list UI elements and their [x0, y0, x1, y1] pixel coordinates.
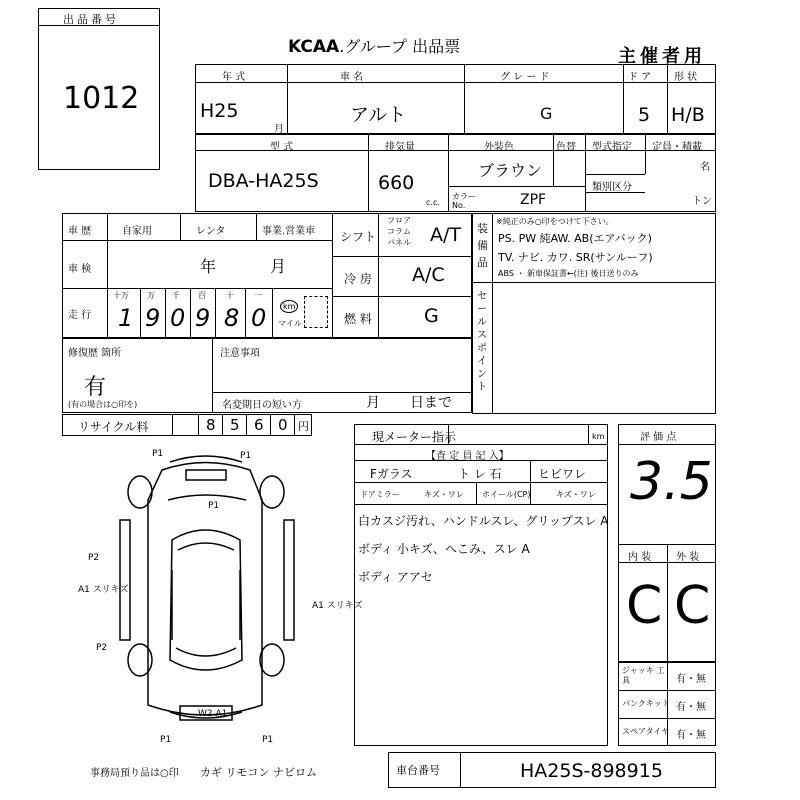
ext-color-label: 外装色 — [484, 142, 514, 153]
registration-day: 日まで — [410, 395, 452, 411]
damage-mark-rear-plate: W2 A1 — [198, 709, 228, 719]
meter-label: 現メーター指示 — [372, 430, 457, 444]
damage-mark-right-door: A1 スリキズ — [312, 601, 363, 611]
grade-score-value: 3.5 — [630, 452, 713, 512]
year-value: H25 — [200, 100, 239, 122]
damage-mark-left-front: P2 — [88, 553, 100, 563]
mileage-unit-10: 十 — [226, 291, 234, 300]
mileage-unit-100k: 十万 — [113, 291, 129, 300]
history-option-rental: レンタ — [196, 226, 226, 237]
office-note: 事務局預り品は○印 — [90, 768, 179, 779]
damage-mark-hood: P1 — [208, 501, 220, 511]
interior-grade: C — [626, 576, 663, 636]
model-value: DBA-HA25S — [208, 170, 319, 192]
grade-value: G — [540, 104, 553, 123]
shift-label: シフト — [340, 230, 377, 244]
displacement-value: 660 — [378, 172, 415, 194]
recycle-digit-2: 5 — [230, 416, 240, 434]
mileage-digit-100: 9 — [195, 304, 211, 332]
glass-label: Fガラス — [370, 467, 413, 481]
month-unit: 月 — [274, 124, 284, 135]
host-label: 主催者用 — [618, 46, 706, 67]
cc-unit: c.c. — [426, 198, 440, 207]
persons-unit: 名 — [700, 162, 710, 173]
equipment-label: 装 備 品 — [477, 222, 488, 269]
chassis-value: HA25S-898915 — [520, 760, 663, 782]
inspector-entry-label: 【査 定 員 記 入】 — [426, 451, 509, 462]
ext-color-value: ブラウン — [478, 161, 543, 180]
mileage-digit-10: 8 — [224, 304, 240, 332]
color-no-label: カラー No. — [452, 192, 476, 210]
grade-label: グ レ ー ド — [500, 72, 550, 83]
shift-value: A/T — [430, 224, 462, 246]
wheel-options: キズ・ワレ — [556, 490, 596, 499]
damage-mark-front: P1 — [152, 449, 164, 459]
mileage-digit-10k: 9 — [145, 304, 161, 332]
door-label: ド ア — [628, 72, 652, 83]
exterior-grade: C — [674, 576, 711, 636]
capacity-label: 定員・積載 — [652, 142, 702, 153]
meter-km-unit: km — [592, 432, 605, 441]
mileage-digit-100k: 1 — [118, 304, 134, 332]
history-label: 車 歴 — [68, 226, 92, 237]
car-name-label: 車 名 — [340, 72, 364, 83]
glass-options-crack: ヒビワレ — [538, 467, 587, 481]
inspection-year-unit: 年 — [200, 257, 217, 276]
wheel-label: ホイール(CP) — [482, 490, 531, 499]
mileage-unit-100: 百 — [198, 291, 206, 300]
car-name-value: アルト — [350, 104, 407, 126]
damage-mark-left-door: A1 スリキズ — [78, 585, 129, 595]
classification-label: 類別区分 — [592, 182, 632, 193]
form-header — [288, 34, 460, 57]
mileage-digit-1: 0 — [251, 304, 267, 332]
spare-label: スペアタイヤ — [622, 727, 670, 736]
lot-number-box — [38, 8, 160, 170]
recycle-digit-1: 8 — [206, 416, 216, 434]
repair-value: 有 — [84, 375, 107, 400]
mileage-label: 走 行 — [68, 310, 92, 321]
puncture-options: 有・無 — [676, 702, 706, 713]
mirror-label: ドアミラー — [360, 490, 400, 499]
mileage-unit-1: 一 — [254, 291, 262, 300]
caution-label: 注意事項 — [220, 348, 260, 359]
lot-number-label: 出品番号 — [63, 13, 119, 26]
inspection-month-unit: 月 — [270, 257, 287, 276]
history-option-business: 事業.営業車 — [262, 226, 316, 237]
office-items: カギ リモコン ナビロム — [200, 766, 317, 779]
displacement-label: 排気量 — [385, 142, 415, 153]
repair-note: (有の場合は○印を) — [68, 400, 138, 409]
tons-unit: トン — [692, 196, 712, 207]
brand-logo: KCAA — [288, 37, 340, 57]
damage-mark-rear-right: P1 — [262, 735, 274, 745]
jack-label: ジャッキ 工具 — [622, 666, 665, 685]
ac-value: A/C — [412, 264, 445, 286]
chassis-label: 車台番号 — [396, 764, 440, 777]
equipment-line-3: ABS ・ 新車保証書←(注) 後日送りのみ — [498, 269, 639, 278]
genuine-note: ※純正のみ○印をつけて下さい。 — [496, 217, 614, 226]
fuel-value: G — [424, 305, 439, 327]
damage-mark-front-right: P1 — [240, 451, 252, 461]
inspector-note-2: ボディ 小キズ、へこみ、スレ A — [358, 542, 530, 556]
type-designation-label: 型式指定 — [592, 142, 632, 153]
inspector-note-3: ボディ アアセ — [358, 570, 433, 584]
ac-label: 冷 房 — [344, 272, 372, 286]
shift-options: フロア コラム パネル — [387, 216, 411, 247]
equipment-line-1: PS. PW 純AW. AB(エアバック) — [498, 232, 652, 245]
model-label: 型 式 — [270, 142, 294, 153]
interior-label: 内 装 — [628, 552, 652, 563]
color-change-label: 色替 — [556, 142, 576, 153]
recycle-unit: 円 — [298, 420, 309, 433]
mileage-digit-1k: 0 — [170, 304, 186, 332]
fuel-label: 燃 料 — [344, 312, 372, 326]
form-title: .グループ 出品票 — [339, 37, 461, 56]
glass-options: ト レ 石 — [458, 467, 502, 481]
inspection-label: 車 検 — [68, 264, 92, 275]
recycle-digit-4: 0 — [278, 416, 288, 434]
history-option-private: 自家用 — [122, 226, 152, 237]
mileage-unit-10k: 万 — [147, 291, 155, 300]
sales-point-label: セールスポイント — [477, 291, 487, 393]
recycle-label: リサイクル料 — [78, 420, 149, 434]
year-label: 年 式 — [222, 72, 246, 83]
shape-label: 形 状 — [674, 72, 698, 83]
recycle-digit-3: 6 — [254, 416, 264, 434]
exterior-label: 外 装 — [676, 552, 700, 563]
color-no-value: ZPF — [520, 192, 547, 208]
shape-value: H/B — [671, 104, 705, 126]
lot-number-value: 1012 — [63, 81, 140, 116]
km-label: km — [280, 300, 298, 313]
doors-value: 5 — [638, 104, 651, 126]
repair-label: 修復歴 箇所 — [68, 348, 122, 359]
grade-score-label: 評 価 点 — [640, 432, 677, 443]
spare-options: 有・無 — [676, 730, 706, 741]
puncture-label: パンクキット — [622, 699, 670, 708]
mirror-options: キズ・ワレ — [424, 490, 464, 499]
mile-label: マイル — [278, 319, 302, 328]
mileage-unit-1k: 千 — [172, 291, 180, 300]
inspector-note-1: 白カスジ汚れ、ハンドルスレ、グリップスレ A — [358, 514, 609, 528]
jack-options: 有・無 — [676, 674, 706, 685]
damage-mark-rear-left: P1 — [160, 735, 172, 745]
registration-label: 名変期日の短い方 — [222, 400, 302, 411]
equipment-line-2: TV. ナビ. カワ. SR(サンルーフ) — [498, 251, 653, 264]
registration-month: 月 — [366, 395, 380, 411]
damage-mark-left-rear: P2 — [96, 643, 108, 653]
